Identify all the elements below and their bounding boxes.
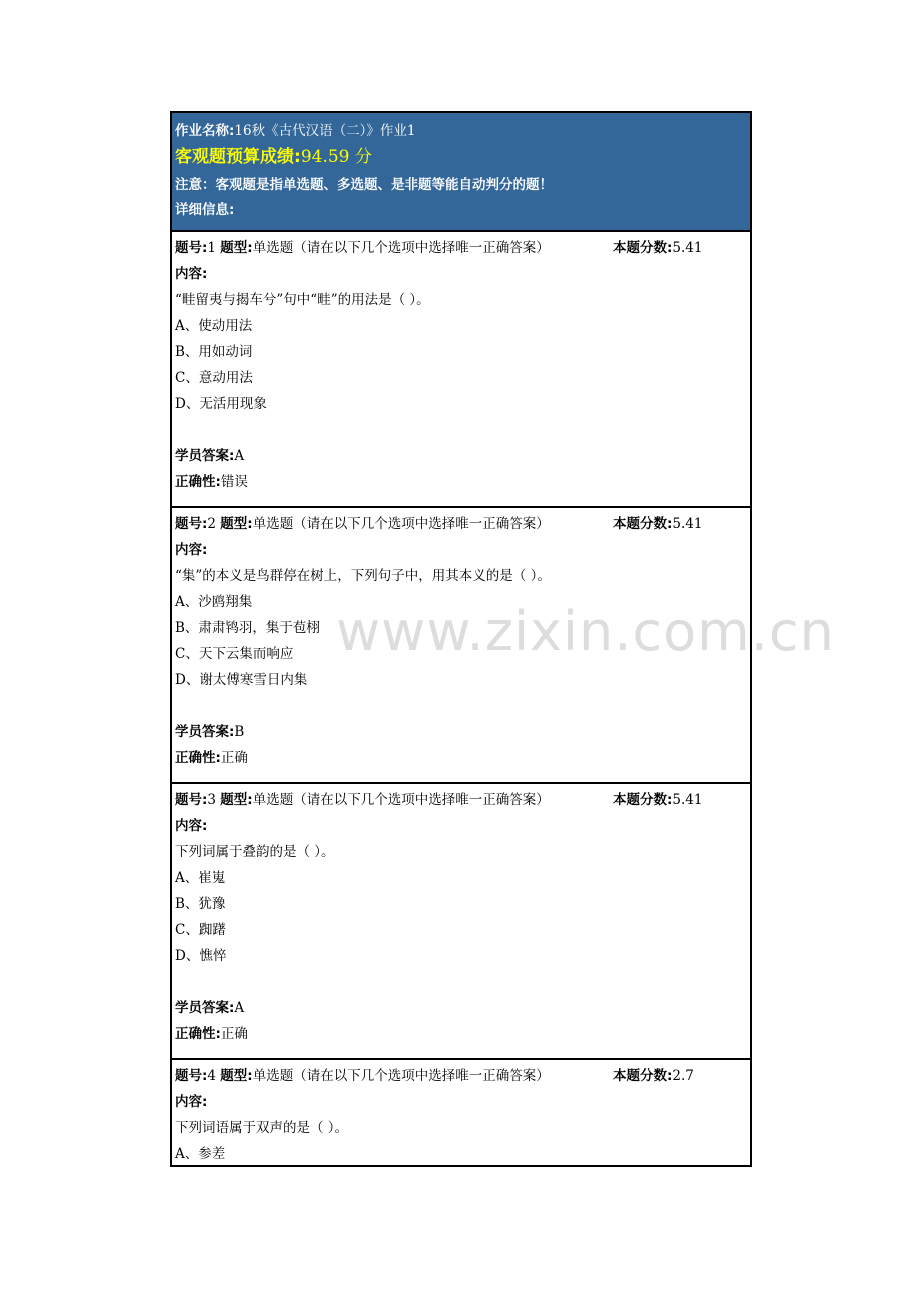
option-b: B、犹豫 (175, 896, 226, 912)
correctness: 正确性:正确 (175, 750, 248, 766)
question-score: 本题分数:5.41 (613, 516, 703, 532)
question-score: 本题分数:2.7 (613, 1068, 694, 1084)
question-stem: 下列词属于叠韵的是（ ）。 (175, 844, 335, 860)
option-c: C、意动用法 (175, 370, 253, 386)
content-label: 内容: (175, 542, 208, 558)
question-block-3 (172, 784, 750, 1060)
option-b: B、肃肃鸨羽，集于苞栩 (175, 620, 320, 636)
question-score: 本题分数:5.41 (613, 792, 703, 808)
question-block-1 (172, 232, 750, 508)
homework-result-table (170, 111, 752, 1167)
option-d: D、谢太傅寒雪日内集 (175, 672, 308, 688)
result-header (172, 113, 750, 232)
homework-name-line: 作业名称:16秋《古代汉语（二）》作业1 (175, 123, 416, 139)
question-stem: 下列词语属于双声的是（ ）。 (175, 1120, 349, 1136)
option-d: D、憔悴 (175, 948, 227, 964)
question-block-4 (172, 1060, 750, 1165)
question-stem: “畦留夷与揭车兮”句中“畦”的用法是（ ）。 (175, 292, 430, 308)
question-meta: 题号:3 题型:单选题（请在以下几个选项中选择唯一正确答案） (175, 792, 550, 808)
option-b: B、用如动词 (175, 344, 253, 360)
score-line: 客观题预算成绩:94.59 分 (175, 147, 372, 167)
question-meta: 题号:1 题型:单选题（请在以下几个选项中选择唯一正确答案） (175, 240, 550, 256)
question-score: 本题分数:5.41 (613, 240, 703, 256)
score-value: 94.59 分 (300, 147, 372, 167)
option-a: A、参差 (175, 1146, 226, 1162)
question-meta: 题号:2 题型:单选题（请在以下几个选项中选择唯一正确答案） (175, 516, 550, 532)
correctness: 正确性:错误 (175, 474, 248, 490)
detail-label: 详细信息: (175, 202, 235, 218)
option-c: C、踟躇 (175, 922, 226, 938)
site-watermark: www.zixin.com.cn (336, 600, 835, 663)
question-stem: “集”的本义是鸟群停在树上，下列句子中，用其本义的是（ ）。 (175, 568, 551, 584)
option-a: A、使动用法 (175, 318, 253, 334)
option-a: A、沙鸥翔集 (175, 594, 253, 610)
notice-text: 注意：客观题是指单选题、多选题、是非题等能自动判分的题！ (175, 177, 553, 193)
homework-name: 16秋《古代汉语（二）》作业1 (234, 123, 416, 139)
option-a: A、崔嵬 (175, 870, 226, 886)
question-block-2 (172, 508, 750, 784)
option-c: C、天下云集而响应 (175, 646, 294, 662)
content-label: 内容: (175, 818, 208, 834)
option-d: D、无活用现象 (175, 396, 267, 412)
question-meta: 题号:4 题型:单选题（请在以下几个选项中选择唯一正确答案） (175, 1068, 550, 1084)
content-label: 内容: (175, 1094, 208, 1110)
student-answer: 学员答案:A (175, 448, 245, 464)
student-answer: 学员答案:A (175, 1000, 245, 1016)
student-answer: 学员答案:B (175, 724, 245, 740)
correctness: 正确性:正确 (175, 1026, 248, 1042)
content-label: 内容: (175, 266, 208, 282)
